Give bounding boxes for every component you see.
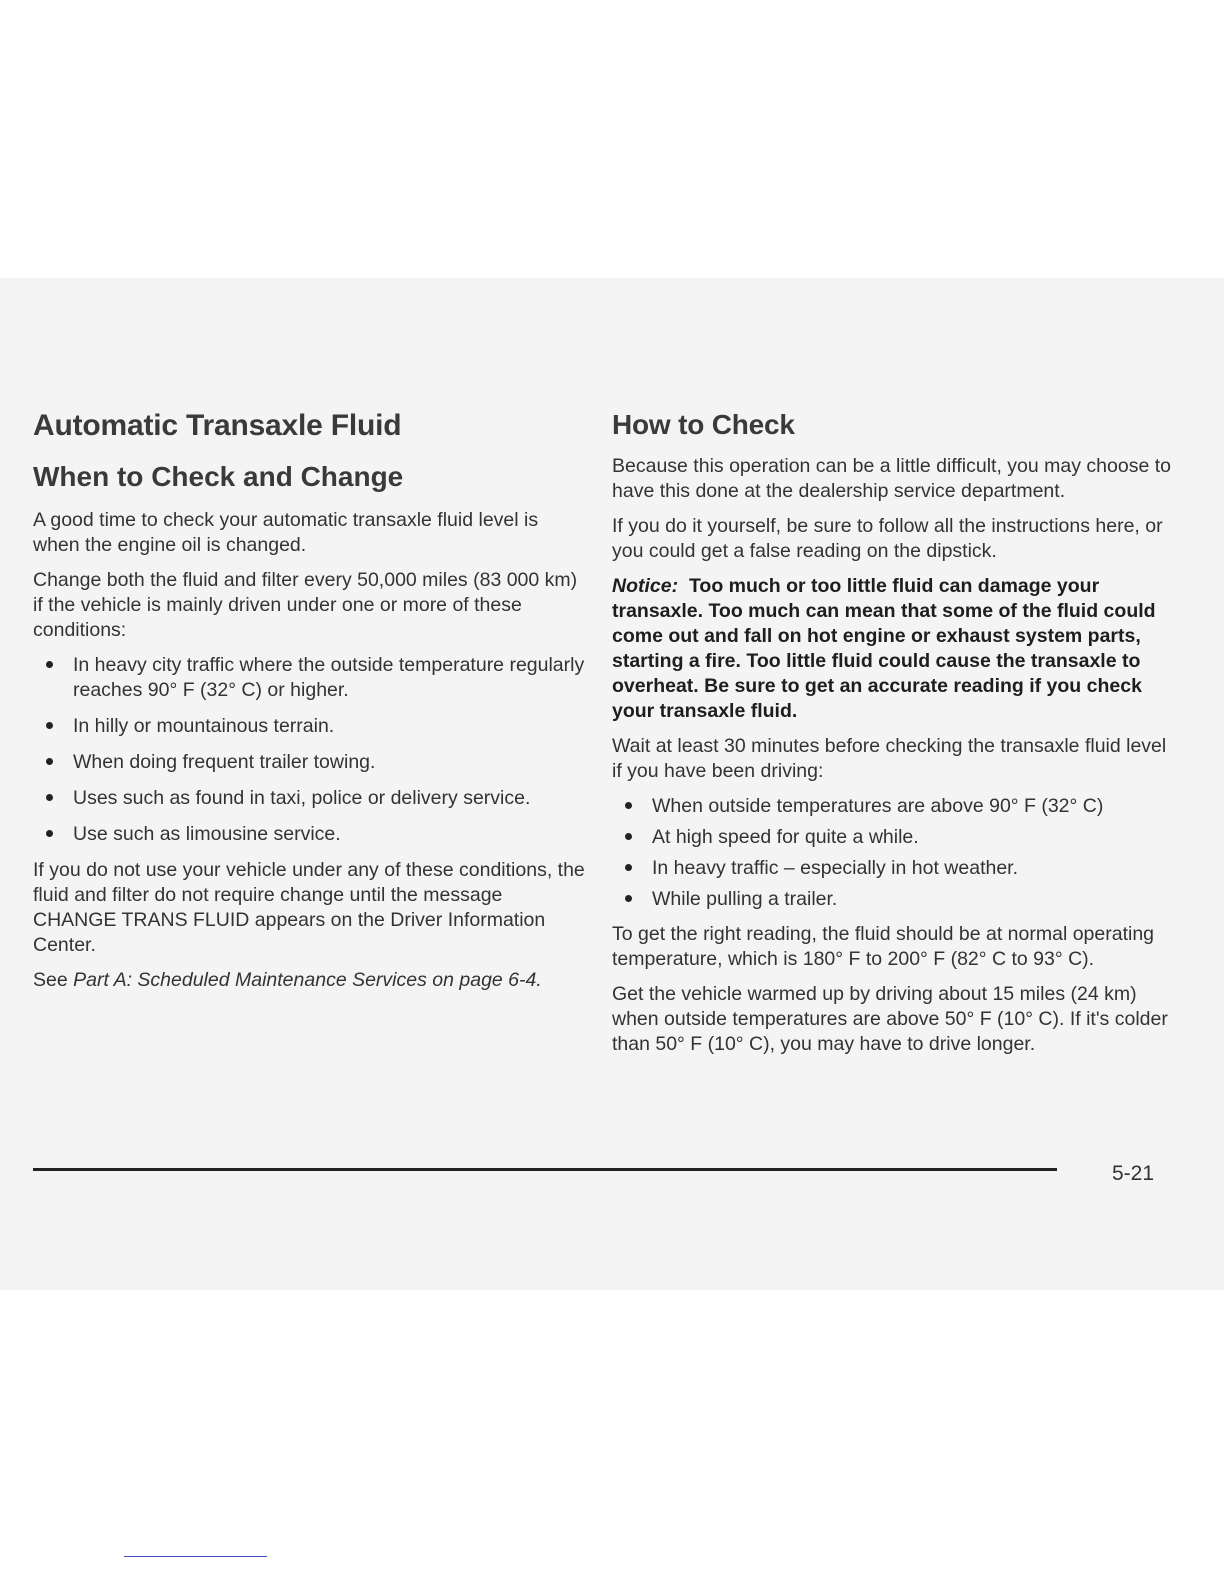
page-number: 5-21 (1112, 1162, 1155, 1185)
conditions-list (33, 653, 588, 847)
list-item: While pulling a trailer. (612, 887, 1177, 912)
list-item: In hilly or mountainous terrain. (33, 714, 588, 739)
paragraph: To get the right reading, the fluid should be at normal operating temperature, which is 180° F to 200° F (82° C to 93° C). (612, 922, 1155, 970)
list-item: When doing frequent trailer towing. (33, 750, 588, 775)
cross-reference-link[interactable]: Part A: Scheduled Maintenance Services on page 6-4. (73, 968, 542, 991)
footer-rule (33, 1168, 1057, 1171)
paragraph: Wait at least 30 minutes before checking the transaxle fluid level if you have been driving: (612, 734, 1167, 782)
paragraph: Get the vehicle warmed up by driving about 15 miles (24 km) when outside temperatures are above 50° F (10° C). If it's colder than 50° F (10° C), you may have to drive longer. (612, 982, 1168, 1055)
notice-block (612, 574, 1177, 724)
see-prefix: See (33, 968, 74, 991)
section-title: Automatic Transaxle Fluid (33, 409, 402, 442)
left-column (33, 408, 588, 1003)
see-reference (33, 968, 588, 993)
list-item: At high speed for quite a while. (612, 825, 1177, 850)
paragraph: If you do not use your vehicle under any of these conditions, the fluid and filter do not require change until the message CHANGE TRANS FLUID appears on the Driver Information Center. (33, 858, 585, 956)
paragraph: A good time to check your automatic transaxle fluid level is when the engine oil is changed. (33, 508, 539, 556)
list-item: In heavy city traffic where the outside temperature regularly reaches 90° F (32° C) or higher. (33, 653, 588, 703)
notice-label: Notice: (612, 574, 679, 597)
driving-conditions-list (612, 794, 1177, 912)
notice-text: Too much or too little fluid can damage your transaxle. Too much can mean that some of the fluid could come out and fall on hot engine or exhaust system parts, starting a fire. Too little fluid could cause the transaxle to overheat. Be sure to get an accurate reading if you check your transaxle fluid. (612, 574, 1156, 722)
link-underline-divider (124, 1556, 267, 1557)
section-title-how-to-check: How to Check (612, 409, 795, 440)
paragraph: Because this operation can be a little difficult, you may choose to have this done at the dealership service department. (612, 454, 1171, 502)
subsection-title: When to Check and Change (33, 461, 404, 492)
paragraph: Change both the fluid and filter every 50,000 miles (83 000 km) if the vehicle is mainly driven under one or more of these conditions: (33, 568, 578, 641)
list-item: When outside temperatures are above 90° F (32° C) (612, 794, 1177, 819)
list-item: Use such as limousine service. (33, 822, 588, 847)
right-column (612, 408, 1177, 1067)
paragraph: If you do it yourself, be sure to follow all the instructions here, or you could get a false reading on the dipstick. (612, 514, 1163, 562)
list-item: Uses such as found in taxi, police or delivery service. (33, 786, 588, 811)
list-item: In heavy traffic – especially in hot weather. (612, 856, 1177, 881)
